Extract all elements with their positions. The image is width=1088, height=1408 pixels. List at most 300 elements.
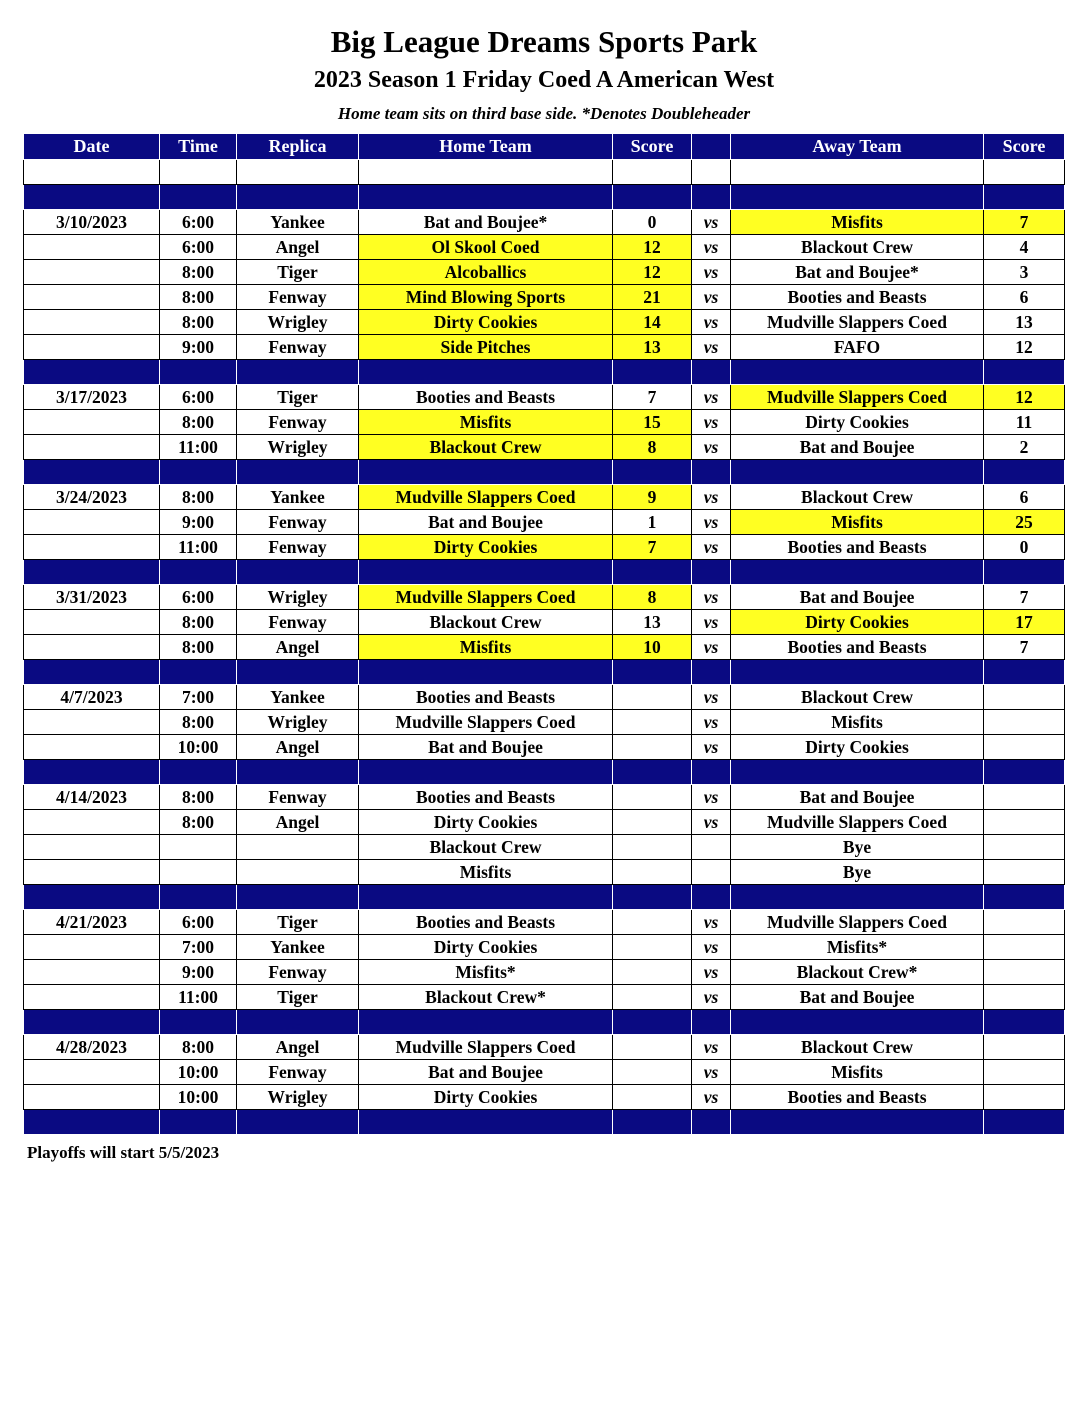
home-team-cell: Mudville Slappers Coed [359, 585, 613, 610]
separator-cell [984, 460, 1065, 485]
replica-cell: Angel [237, 635, 359, 660]
game-row [24, 685, 1065, 710]
time-cell: 10:00 [160, 1085, 237, 1110]
away-team-cell: Mudville Slappers Coed [731, 910, 984, 935]
game-row [24, 385, 1065, 410]
blank-cell [731, 160, 984, 185]
date-cell: 3/24/2023 [24, 485, 160, 510]
blank-cell [160, 160, 237, 185]
away-team-cell: Dirty Cookies [731, 610, 984, 635]
time-cell: 11:00 [160, 535, 237, 560]
vs-cell: vs [692, 285, 731, 310]
home-score-cell [613, 710, 692, 735]
home-score-cell: 13 [613, 335, 692, 360]
separator-cell [237, 360, 359, 385]
replica-cell: Angel [237, 735, 359, 760]
away-score-cell [984, 860, 1065, 885]
date-cell: 4/14/2023 [24, 785, 160, 810]
date-cell: 4/21/2023 [24, 910, 160, 935]
time-cell [160, 860, 237, 885]
separator-cell [237, 460, 359, 485]
time-cell: 8:00 [160, 1035, 237, 1060]
away-score-cell: 3 [984, 260, 1065, 285]
away-team-cell: Booties and Beasts [731, 1085, 984, 1110]
col-time-header: Time [160, 134, 237, 160]
date-cell [24, 835, 160, 860]
date-cell [24, 435, 160, 460]
game-row [24, 585, 1065, 610]
separator-cell [731, 1010, 984, 1035]
header-row [24, 134, 1065, 160]
date-cell [24, 260, 160, 285]
separator-cell [237, 560, 359, 585]
separator-cell [731, 660, 984, 685]
replica-cell: Wrigley [237, 585, 359, 610]
col-home-score-header: Score [613, 134, 692, 160]
home-team-cell: Bat and Boujee [359, 1060, 613, 1085]
separator-cell [731, 885, 984, 910]
away-team-cell: Misfits [731, 210, 984, 235]
home-team-cell: Misfits [359, 860, 613, 885]
separator-cell [160, 1110, 237, 1135]
away-score-cell [984, 835, 1065, 860]
home-score-cell [613, 1060, 692, 1085]
separator-cell [359, 1010, 613, 1035]
separator-cell [984, 360, 1065, 385]
home-team-cell: Blackout Crew* [359, 985, 613, 1010]
home-score-cell [613, 985, 692, 1010]
replica-cell: Tiger [237, 910, 359, 935]
away-team-cell: Mudville Slappers Coed [731, 385, 984, 410]
home-team-cell: Booties and Beasts [359, 385, 613, 410]
separator-cell [692, 885, 731, 910]
home-score-cell [613, 935, 692, 960]
game-row [24, 960, 1065, 985]
game-row [24, 1060, 1065, 1085]
separator-cell [359, 1110, 613, 1135]
home-score-cell: 8 [613, 585, 692, 610]
time-cell: 8:00 [160, 310, 237, 335]
date-cell [24, 510, 160, 535]
game-row [24, 635, 1065, 660]
separator-cell [984, 560, 1065, 585]
home-team-cell: Mind Blowing Sports [359, 285, 613, 310]
separator-cell [984, 185, 1065, 210]
separator-cell [731, 560, 984, 585]
game-row [24, 310, 1065, 335]
time-cell: 7:00 [160, 685, 237, 710]
date-cell [24, 535, 160, 560]
separator-cell [160, 760, 237, 785]
vs-cell: vs [692, 635, 731, 660]
separator-cell [984, 1110, 1065, 1135]
separator-cell [731, 1110, 984, 1135]
home-team-cell: Dirty Cookies [359, 1085, 613, 1110]
game-row [24, 485, 1065, 510]
separator-cell [24, 660, 160, 685]
date-cell [24, 935, 160, 960]
vs-cell: vs [692, 310, 731, 335]
week-separator-row [24, 1010, 1065, 1035]
separator-cell [24, 560, 160, 585]
replica-cell: Fenway [237, 335, 359, 360]
away-score-cell: 4 [984, 235, 1065, 260]
home-team-cell: Dirty Cookies [359, 310, 613, 335]
game-row [24, 835, 1065, 860]
separator-cell [692, 360, 731, 385]
home-team-cell: Bat and Boujee [359, 510, 613, 535]
col-vs-header [692, 134, 731, 160]
home-team-cell: Dirty Cookies [359, 535, 613, 560]
week-separator-row [24, 885, 1065, 910]
home-score-cell [613, 685, 692, 710]
vs-cell: vs [692, 435, 731, 460]
home-team-cell: Alcoballics [359, 260, 613, 285]
home-team-cell: Blackout Crew [359, 835, 613, 860]
time-cell: 8:00 [160, 485, 237, 510]
separator-cell [160, 360, 237, 385]
game-row [24, 235, 1065, 260]
separator-cell [613, 760, 692, 785]
week-separator-row [24, 185, 1065, 210]
time-cell: 6:00 [160, 210, 237, 235]
date-cell: 4/7/2023 [24, 685, 160, 710]
replica-cell: Fenway [237, 610, 359, 635]
separator-cell [984, 885, 1065, 910]
vs-cell: vs [692, 485, 731, 510]
date-cell [24, 860, 160, 885]
vs-cell: vs [692, 985, 731, 1010]
away-score-cell: 6 [984, 285, 1065, 310]
time-cell: 6:00 [160, 910, 237, 935]
separator-cell [160, 1010, 237, 1035]
separator-cell [613, 460, 692, 485]
replica-cell: Fenway [237, 1060, 359, 1085]
time-cell [160, 835, 237, 860]
separator-cell [237, 1010, 359, 1035]
away-team-cell: Booties and Beasts [731, 285, 984, 310]
schedule-note: Home team sits on third base side. *Denotes Doubleheader [337, 104, 751, 123]
separator-cell [24, 1110, 160, 1135]
vs-cell [692, 835, 731, 860]
separator-cell [692, 1010, 731, 1035]
week-separator-row [24, 560, 1065, 585]
separator-cell [24, 760, 160, 785]
separator-cell [692, 660, 731, 685]
away-score-cell: 12 [984, 385, 1065, 410]
vs-cell: vs [692, 410, 731, 435]
time-cell: 8:00 [160, 610, 237, 635]
away-team-cell: Blackout Crew [731, 485, 984, 510]
week-separator-row [24, 1110, 1065, 1135]
away-team-cell: Dirty Cookies [731, 410, 984, 435]
away-team-cell: Misfits [731, 1060, 984, 1085]
game-row [24, 1035, 1065, 1060]
home-score-cell: 14 [613, 310, 692, 335]
away-team-cell: FAFO [731, 335, 984, 360]
home-team-cell: Misfits* [359, 960, 613, 985]
blank-cell [237, 160, 359, 185]
replica-cell: Wrigley [237, 310, 359, 335]
game-row [24, 260, 1065, 285]
separator-cell [692, 760, 731, 785]
separator-cell [359, 460, 613, 485]
time-cell: 8:00 [160, 710, 237, 735]
home-team-cell: Misfits [359, 410, 613, 435]
blank-cell [692, 160, 731, 185]
replica-cell: Yankee [237, 685, 359, 710]
replica-cell: Yankee [237, 210, 359, 235]
away-score-cell [984, 785, 1065, 810]
date-cell [24, 335, 160, 360]
vs-cell: vs [692, 960, 731, 985]
separator-cell [359, 185, 613, 210]
date-cell: 3/10/2023 [24, 210, 160, 235]
separator-cell [613, 1110, 692, 1135]
separator-cell [692, 1110, 731, 1135]
date-cell [24, 985, 160, 1010]
away-score-cell: 0 [984, 535, 1065, 560]
away-team-cell: Booties and Beasts [731, 635, 984, 660]
week-separator-row [24, 460, 1065, 485]
date-cell [24, 960, 160, 985]
away-score-cell: 6 [984, 485, 1065, 510]
replica-cell: Fenway [237, 410, 359, 435]
vs-cell: vs [692, 810, 731, 835]
separator-cell [24, 185, 160, 210]
away-team-cell: Misfits [731, 710, 984, 735]
home-score-cell: 15 [613, 410, 692, 435]
date-cell [24, 635, 160, 660]
replica-cell [237, 860, 359, 885]
home-score-cell [613, 960, 692, 985]
separator-cell [359, 885, 613, 910]
game-row [24, 735, 1065, 760]
home-score-cell: 1 [613, 510, 692, 535]
game-row [24, 860, 1065, 885]
date-cell [24, 610, 160, 635]
home-score-cell: 21 [613, 285, 692, 310]
away-score-cell [984, 960, 1065, 985]
game-row [24, 335, 1065, 360]
time-cell: 7:00 [160, 935, 237, 960]
col-away-team-header: Away Team [731, 134, 984, 160]
time-cell: 8:00 [160, 810, 237, 835]
away-team-cell: Blackout Crew [731, 235, 984, 260]
time-cell: 11:00 [160, 985, 237, 1010]
away-team-cell: Bat and Boujee [731, 585, 984, 610]
away-score-cell [984, 1060, 1065, 1085]
game-row [24, 710, 1065, 735]
vs-cell [692, 860, 731, 885]
replica-cell: Fenway [237, 785, 359, 810]
game-row [24, 535, 1065, 560]
date-cell [24, 310, 160, 335]
date-cell [24, 1085, 160, 1110]
separator-cell [24, 1010, 160, 1035]
vs-cell: vs [692, 510, 731, 535]
home-score-cell: 12 [613, 235, 692, 260]
col-away-score-header: Score [984, 134, 1065, 160]
home-score-cell: 7 [613, 385, 692, 410]
vs-cell: vs [692, 585, 731, 610]
home-score-cell [613, 735, 692, 760]
away-score-cell: 7 [984, 585, 1065, 610]
home-team-cell: Mudville Slappers Coed [359, 1035, 613, 1060]
vs-cell: vs [692, 785, 731, 810]
home-team-cell: Mudville Slappers Coed [359, 710, 613, 735]
home-team-cell: Dirty Cookies [359, 935, 613, 960]
separator-cell [237, 1110, 359, 1135]
separator-cell [359, 360, 613, 385]
away-score-cell [984, 1085, 1065, 1110]
blank-cell [984, 160, 1065, 185]
separator-cell [359, 660, 613, 685]
game-row [24, 1085, 1065, 1110]
game-row [24, 435, 1065, 460]
separator-cell [237, 185, 359, 210]
vs-cell: vs [692, 1035, 731, 1060]
away-team-cell: Bat and Boujee* [731, 260, 984, 285]
date-cell [24, 1060, 160, 1085]
away-team-cell: Blackout Crew [731, 1035, 984, 1060]
time-cell: 10:00 [160, 735, 237, 760]
game-row [24, 810, 1065, 835]
home-score-cell [613, 910, 692, 935]
away-score-cell: 11 [984, 410, 1065, 435]
col-date-header: Date [24, 134, 160, 160]
separator-cell [731, 460, 984, 485]
replica-cell: Angel [237, 235, 359, 260]
vs-cell: vs [692, 910, 731, 935]
time-cell: 9:00 [160, 335, 237, 360]
away-score-cell [984, 985, 1065, 1010]
replica-cell: Tiger [237, 385, 359, 410]
blank-cell [359, 160, 613, 185]
time-cell: 10:00 [160, 1060, 237, 1085]
separator-cell [692, 560, 731, 585]
replica-cell: Fenway [237, 285, 359, 310]
time-cell: 8:00 [160, 785, 237, 810]
home-score-cell: 10 [613, 635, 692, 660]
away-score-cell: 25 [984, 510, 1065, 535]
page-title: Big League Dreams Sports Park [330, 24, 758, 59]
vs-cell: vs [692, 710, 731, 735]
away-team-cell: Misfits* [731, 935, 984, 960]
home-score-cell: 8 [613, 435, 692, 460]
blank-cell [613, 160, 692, 185]
home-team-cell: Bat and Boujee* [359, 210, 613, 235]
date-cell: 4/28/2023 [24, 1035, 160, 1060]
vs-cell: vs [692, 685, 731, 710]
time-cell: 8:00 [160, 285, 237, 310]
away-score-cell [984, 735, 1065, 760]
separator-cell [359, 760, 613, 785]
separator-cell [613, 185, 692, 210]
home-score-cell: 13 [613, 610, 692, 635]
blank-row [24, 160, 1065, 185]
away-score-cell [984, 810, 1065, 835]
away-team-cell: Bye [731, 860, 984, 885]
playoffs-note: Playoffs will start 5/5/2023 [27, 1143, 220, 1162]
separator-cell [160, 460, 237, 485]
vs-cell: vs [692, 1060, 731, 1085]
home-team-cell: Side Pitches [359, 335, 613, 360]
home-team-cell: Bat and Boujee [359, 735, 613, 760]
away-team-cell: Bye [731, 835, 984, 860]
home-team-cell: Blackout Crew [359, 610, 613, 635]
away-score-cell: 12 [984, 335, 1065, 360]
home-score-cell [613, 785, 692, 810]
away-score-cell [984, 710, 1065, 735]
away-score-cell: 7 [984, 635, 1065, 660]
vs-cell: vs [692, 1085, 731, 1110]
separator-cell [613, 360, 692, 385]
date-cell [24, 235, 160, 260]
game-row [24, 910, 1065, 935]
separator-cell [237, 760, 359, 785]
separator-cell [613, 1010, 692, 1035]
week-separator-row [24, 660, 1065, 685]
date-cell: 3/31/2023 [24, 585, 160, 610]
separator-cell [160, 885, 237, 910]
replica-cell: Fenway [237, 510, 359, 535]
away-team-cell: Blackout Crew* [731, 960, 984, 985]
home-team-cell: Mudville Slappers Coed [359, 485, 613, 510]
replica-cell: Tiger [237, 985, 359, 1010]
schedule-table [23, 133, 1065, 1135]
replica-cell: Wrigley [237, 710, 359, 735]
away-team-cell: Bat and Boujee [731, 785, 984, 810]
replica-cell: Fenway [237, 535, 359, 560]
vs-cell: vs [692, 210, 731, 235]
week-separator-row [24, 360, 1065, 385]
game-row [24, 285, 1065, 310]
vs-cell: vs [692, 610, 731, 635]
away-score-cell [984, 685, 1065, 710]
separator-cell [237, 885, 359, 910]
home-score-cell [613, 1085, 692, 1110]
time-cell: 8:00 [160, 635, 237, 660]
vs-cell: vs [692, 935, 731, 960]
home-score-cell [613, 1035, 692, 1060]
replica-cell: Yankee [237, 935, 359, 960]
replica-cell: Wrigley [237, 435, 359, 460]
game-row [24, 985, 1065, 1010]
away-team-cell: Misfits [731, 510, 984, 535]
separator-cell [237, 660, 359, 685]
vs-cell: vs [692, 535, 731, 560]
away-team-cell: Bat and Boujee [731, 985, 984, 1010]
time-cell: 6:00 [160, 235, 237, 260]
date-cell [24, 285, 160, 310]
home-score-cell: 0 [613, 210, 692, 235]
time-cell: 11:00 [160, 435, 237, 460]
game-row [24, 210, 1065, 235]
separator-cell [24, 360, 160, 385]
game-row [24, 610, 1065, 635]
home-team-cell: Blackout Crew [359, 435, 613, 460]
away-score-cell [984, 1035, 1065, 1060]
time-cell: 6:00 [160, 585, 237, 610]
home-score-cell [613, 860, 692, 885]
away-score-cell: 17 [984, 610, 1065, 635]
separator-cell [24, 885, 160, 910]
time-cell: 6:00 [160, 385, 237, 410]
away-team-cell: Blackout Crew [731, 685, 984, 710]
vs-cell: vs [692, 235, 731, 260]
time-cell: 8:00 [160, 410, 237, 435]
